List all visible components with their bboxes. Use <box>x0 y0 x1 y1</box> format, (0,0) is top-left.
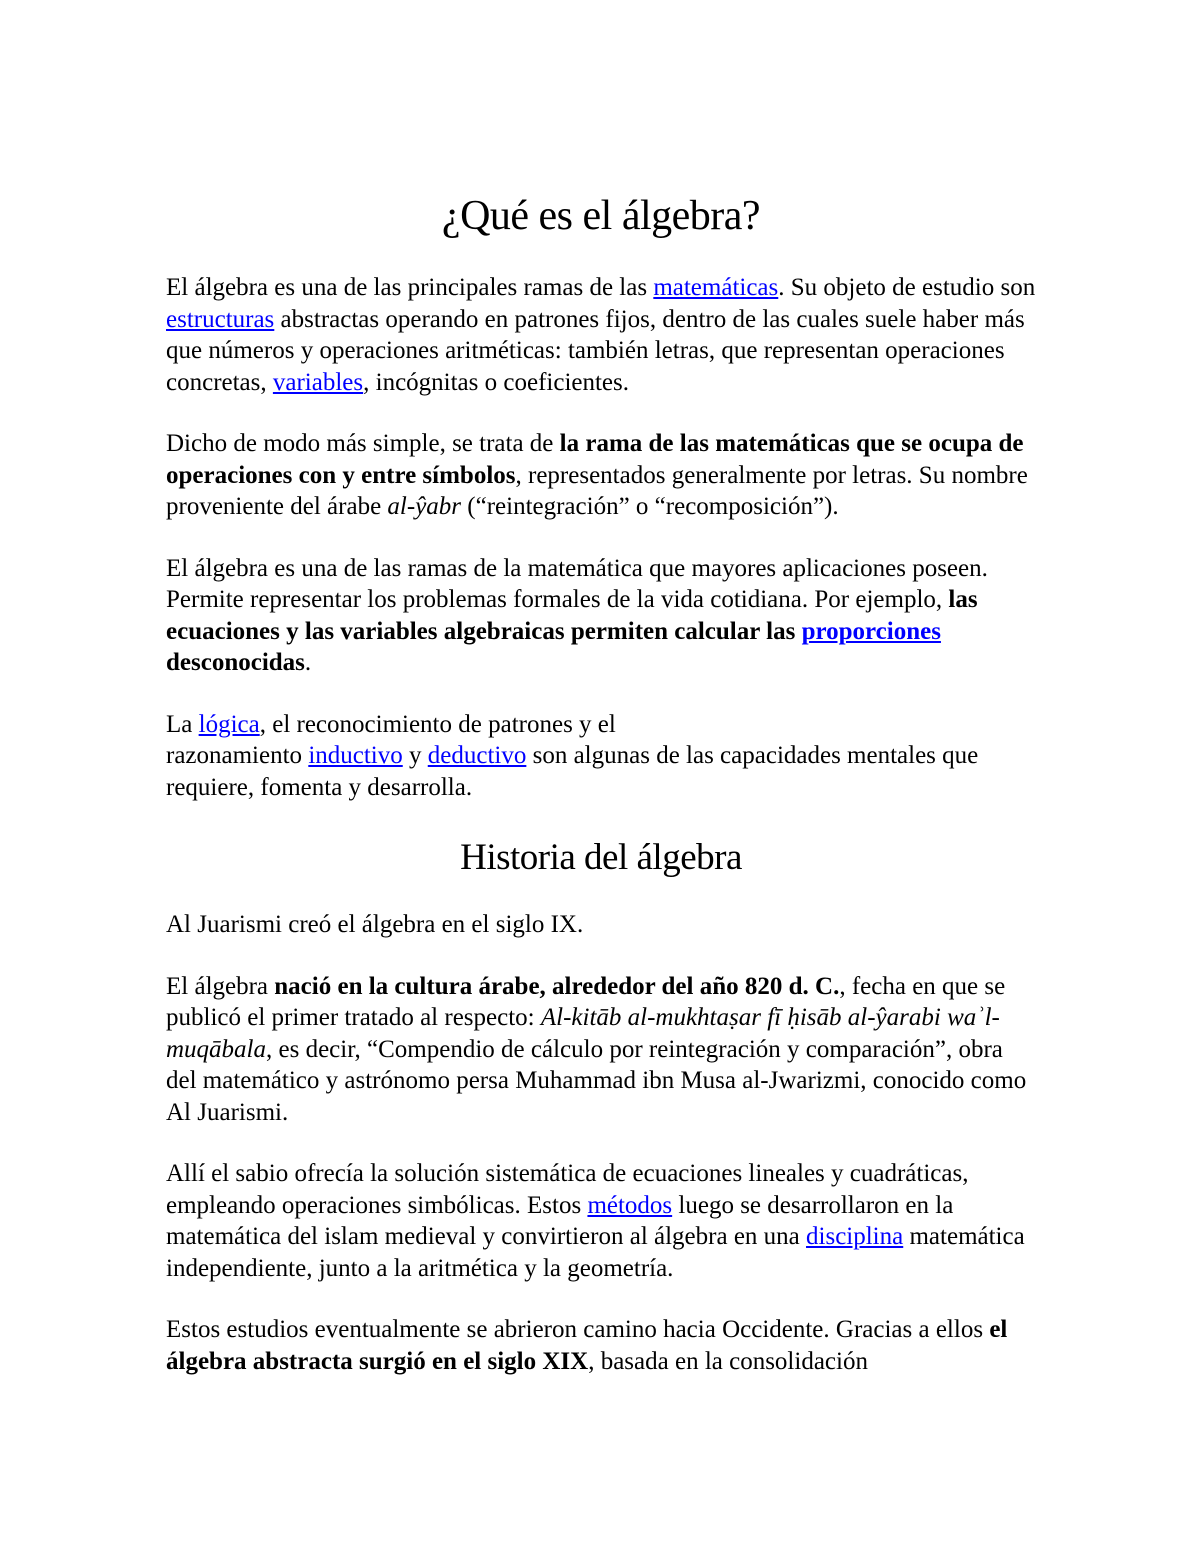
link-disciplina[interactable]: disciplina <box>806 1223 904 1250</box>
link-matematicas[interactable]: matemáticas <box>653 274 779 301</box>
bold-text: nació en la cultura árabe, alrededor del año 820 d. C. <box>274 972 840 1000</box>
paragraph-capacities <box>166 709 1036 804</box>
text: La <box>166 710 199 738</box>
text: (“reintegración” o “recomposición”). <box>461 493 839 520</box>
bold-text: el álgebra abstracta surgió en el siglo XIX <box>166 1316 1008 1375</box>
document-body <box>166 190 1036 1407</box>
text: matemática independiente, junto a la aritmética y la geometría. <box>166 1223 1025 1282</box>
paragraph-occident <box>166 1314 1036 1377</box>
text: . Su objeto de estudio son <box>778 274 1036 301</box>
link-variables[interactable]: variables <box>272 368 364 396</box>
section-heading-history: Historia del álgebra <box>460 837 742 878</box>
page-title: ¿Qué es el álgebra? <box>441 193 761 239</box>
paragraph-applications <box>166 553 1036 679</box>
text: El álgebra es una de las ramas de la matemática que mayores aplicaciones poseen. Permite representar los problemas formales de la vida cotidiana. Por ejemplo, <box>166 554 988 613</box>
text: Estos estudios eventualmente se abrieron camino hacia Occidente. Gracias a ellos <box>166 1316 990 1343</box>
paragraph-definition <box>166 428 1036 523</box>
text: , fecha en que se publicó el primer tratado al respecto: <box>166 972 1006 1031</box>
text: El álgebra es una de las principales ramas de las <box>166 274 654 301</box>
text: , basada en la consolidación <box>588 1347 868 1375</box>
text: son algunas de las capacidades mentales que requiere, fomenta y desarrolla. <box>166 742 979 801</box>
bold-text: desconocidas <box>166 649 305 676</box>
link-logica[interactable]: lógica <box>198 710 260 738</box>
link-estructuras[interactable]: estructuras <box>166 305 275 333</box>
text: , incógnitas o coeficientes. <box>363 368 630 396</box>
link-metodos[interactable]: métodos <box>587 1191 673 1219</box>
link-inductivo[interactable]: inductivo <box>308 742 403 769</box>
text: Al Juarismi creó el álgebra en el siglo IX. <box>166 911 584 938</box>
text: . <box>304 649 312 676</box>
link-proporciones[interactable]: proporciones <box>801 617 941 645</box>
italic-term: al-ŷabr <box>387 493 462 520</box>
italic-title: Al-kitāb al-mukhtaṣar fī ḥisāb al-ŷarabi waʾl-muqābala <box>166 1004 1000 1063</box>
text: , representados generalmente por letras. Su nombre proveniente del árabe <box>166 461 1028 520</box>
text: , el reconocimiento de patrones y el <box>259 710 616 738</box>
paragraph-origin <box>166 971 1036 1129</box>
text: Allí el sabio ofrecía la solución sistemática de ecuaciones lineales y cuadráticas, empleando operaciones simbólicas. Estos <box>166 1160 969 1219</box>
bold-text: la rama de las matemáticas que se ocupa de operaciones con y entre símbolos <box>166 430 1024 489</box>
text: y <box>402 742 428 769</box>
paragraph-methods <box>166 1158 1036 1284</box>
text: luego se desarrollaron en la matemática del islam medieval y convirtieron al álgebra en una <box>166 1191 954 1250</box>
bold-text: las ecuaciones y las variables algebraicas permiten calcular las <box>166 586 978 645</box>
text: Dicho de modo más simple, se trata de <box>166 430 560 457</box>
link-deductivo[interactable]: deductivo <box>427 742 527 769</box>
text: razonamiento <box>166 742 309 769</box>
text: El álgebra <box>166 972 275 1000</box>
text: abstractas operando en patrones fijos, dentro de las cuales suele haber más que números y operaciones aritméticas: también letras, que representan operaciones concretas, <box>166 305 1025 396</box>
paragraph-intro <box>166 272 1036 398</box>
paragraph-juarismi <box>166 909 1036 941</box>
text: , es decir, “Compendio de cálculo por reintegración y comparación”, obra del matemático y astrónomo persa Muhammad ibn Musa al-Jwarizmi, conocido como Al Juarismi. <box>166 1035 1027 1126</box>
